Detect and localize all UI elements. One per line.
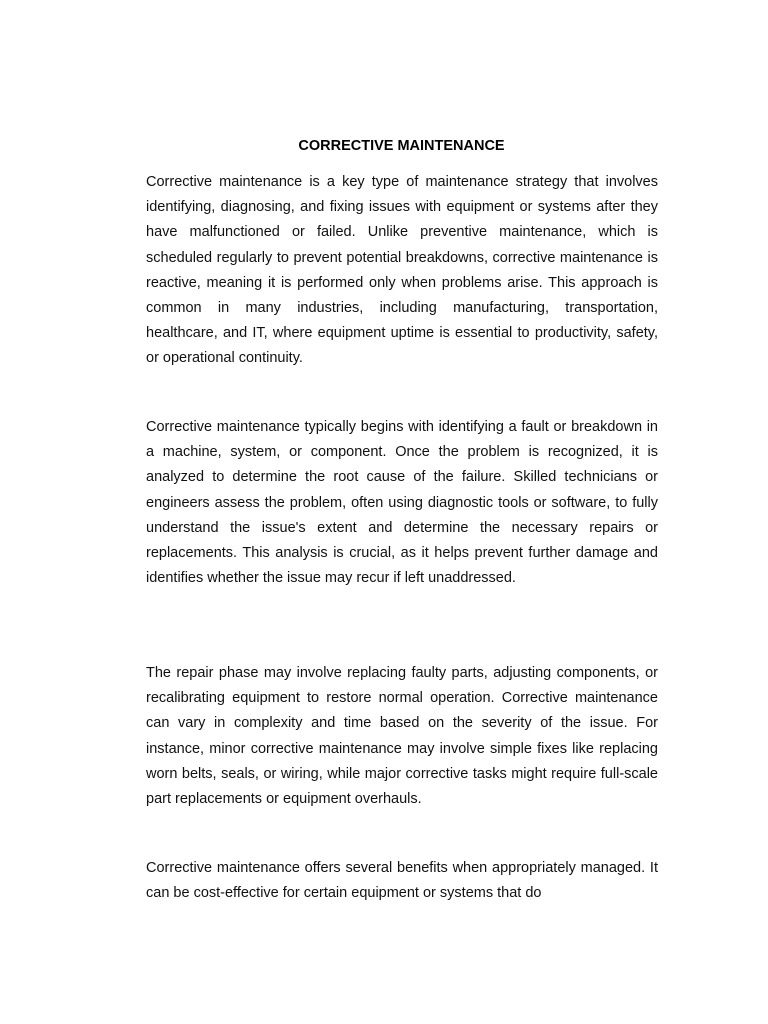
paragraph-2: Corrective maintenance typically begins with identifying a fault or breakdown in a machine, system, or component. Once the problem is recognized, it is analyzed to determine the root cause of the failure. Skilled technicians or engineers assess the problem, often using diagnostic tools or software, to fully understand the issue's extent and determine the necessary repairs or replacements. This analysis is crucial, as it helps prevent further damage and identifies whether the issue may recur if left unaddressed. [146,419,658,587]
paragraph-4: Corrective maintenance offers several benefits when appropriately managed. It can be cost-effective for certain equipment or systems that do [146,860,658,902]
document-title: CORRECTIVE MAINTENANCE [298,138,505,154]
paragraph-3: The repair phase may involve replacing faulty parts, adjusting components, or recalibrating equipment to restore normal operation. Corrective maintenance can vary in complexity and time based on the severity of the issue. For instance, minor corrective maintenance may involve simple fixes like replacing worn belts, seals, or wiring, while major corrective tasks might require full-scale part replacements or equipment overhauls. [146,665,658,808]
paragraph-1: Corrective maintenance is a key type of maintenance strategy that involves identifying, diagnosing, and fixing issues with equipment or systems after they have malfunctioned or failed. Unlike preventive maintenance, which is scheduled regularly to prevent potential breakdowns, corrective maintenance is reactive, meaning it is performed only when problems arise. This approach is common in many industries, including manufacturing, transportation, healthcare, and IT, where equipment uptime is essential to productivity, safety, or operational continuity. [146,174,658,367]
